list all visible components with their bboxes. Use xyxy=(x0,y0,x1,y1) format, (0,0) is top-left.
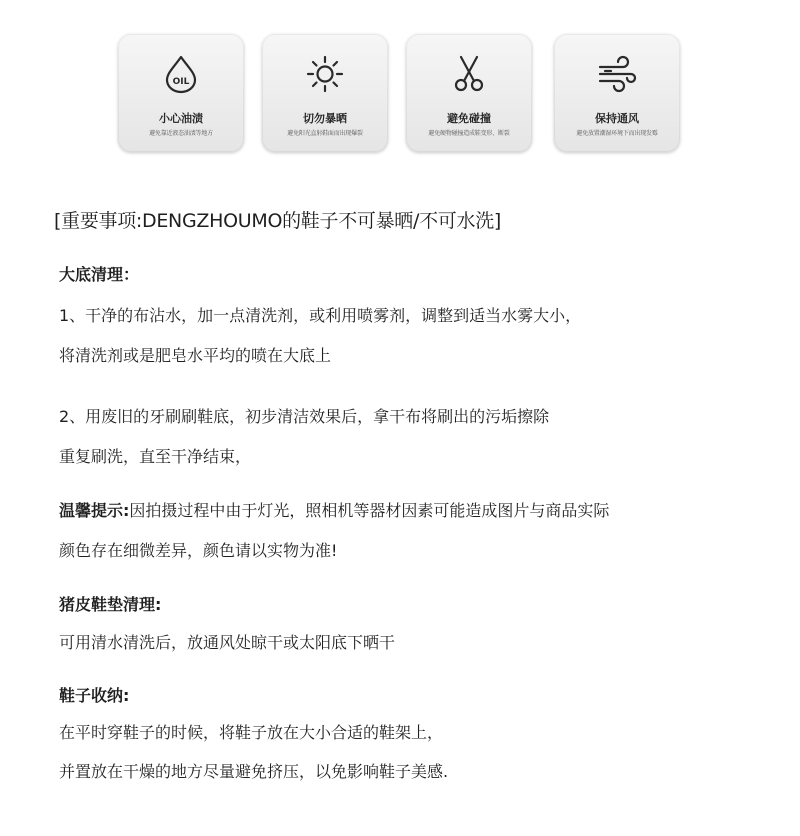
care-card-wind xyxy=(554,34,680,152)
wind-icon xyxy=(597,54,637,94)
sole-step1-line1: 1、干净的布沾水，加一点清洗剂，或利用喷雾剂，调整到适当水雾大小， xyxy=(59,306,582,325)
important-notice-heading: [重要事项:DENGZHOUMO的鞋子不可暴晒/不可水洗] xyxy=(54,210,502,232)
tip-text: 因拍摄过程中由于灯光，照相机等器材因素可能造成图片与商品实际 xyxy=(129,501,610,520)
care-card-oil xyxy=(118,34,244,152)
care-card-subtitle: 避免放置潮湿环境下而出现发霉 xyxy=(576,130,658,137)
sole-step2-line2: 重复刷洗，直至干净结束， xyxy=(59,447,252,466)
care-card-scissors xyxy=(406,34,532,152)
insole-cleaning-text: 可用清水清洗后，放通风处晾干或太阳底下晒干 xyxy=(59,633,396,652)
care-card-title: 小心油渍 xyxy=(159,112,203,125)
storage-line2: 并置放在干燥的地方尽量避免挤压，以免影响鞋子美感. xyxy=(59,762,449,781)
care-icon-row xyxy=(0,34,800,154)
care-card-subtitle: 避免靠近液态油渍等地方 xyxy=(149,130,213,137)
care-card-title: 避免碰撞 xyxy=(447,112,491,125)
care-card-sun xyxy=(262,34,388,152)
care-card-title: 保持通风 xyxy=(595,112,639,125)
oil-icon-text: OIL xyxy=(172,77,190,87)
care-card-subtitle: 避免阳光直射鞋面而出现爆裂 xyxy=(287,130,363,137)
tip-line2: 颜色存在细微差异，颜色请以实物为准! xyxy=(59,541,338,560)
oil-drop-icon xyxy=(161,54,201,94)
sole-step2-line1: 2、用废旧的牙刷刷鞋底，初步清洁效果后，拿干布将刷出的污垢擦除 xyxy=(59,407,550,426)
storage-title: 鞋子收纳: xyxy=(59,686,130,705)
scissors-icon xyxy=(449,54,489,94)
sun-icon xyxy=(305,54,345,94)
tip-label: 温馨提示: xyxy=(59,501,130,520)
sole-step1-line2: 将清洗剂或是肥皂水平均的喷在大底上 xyxy=(59,346,332,365)
sole-cleaning-title: 大底清理： xyxy=(59,265,140,284)
tip-line1 xyxy=(59,498,609,521)
storage-line1: 在平时穿鞋子的时候，将鞋子放在大小合适的鞋架上， xyxy=(59,723,444,742)
care-card-subtitle: 避免硬物碰撞造成鞋变形、断裂 xyxy=(428,130,510,137)
care-card-title: 切勿暴晒 xyxy=(303,112,347,125)
insole-cleaning-title: 猪皮鞋垫清理: xyxy=(59,595,162,614)
